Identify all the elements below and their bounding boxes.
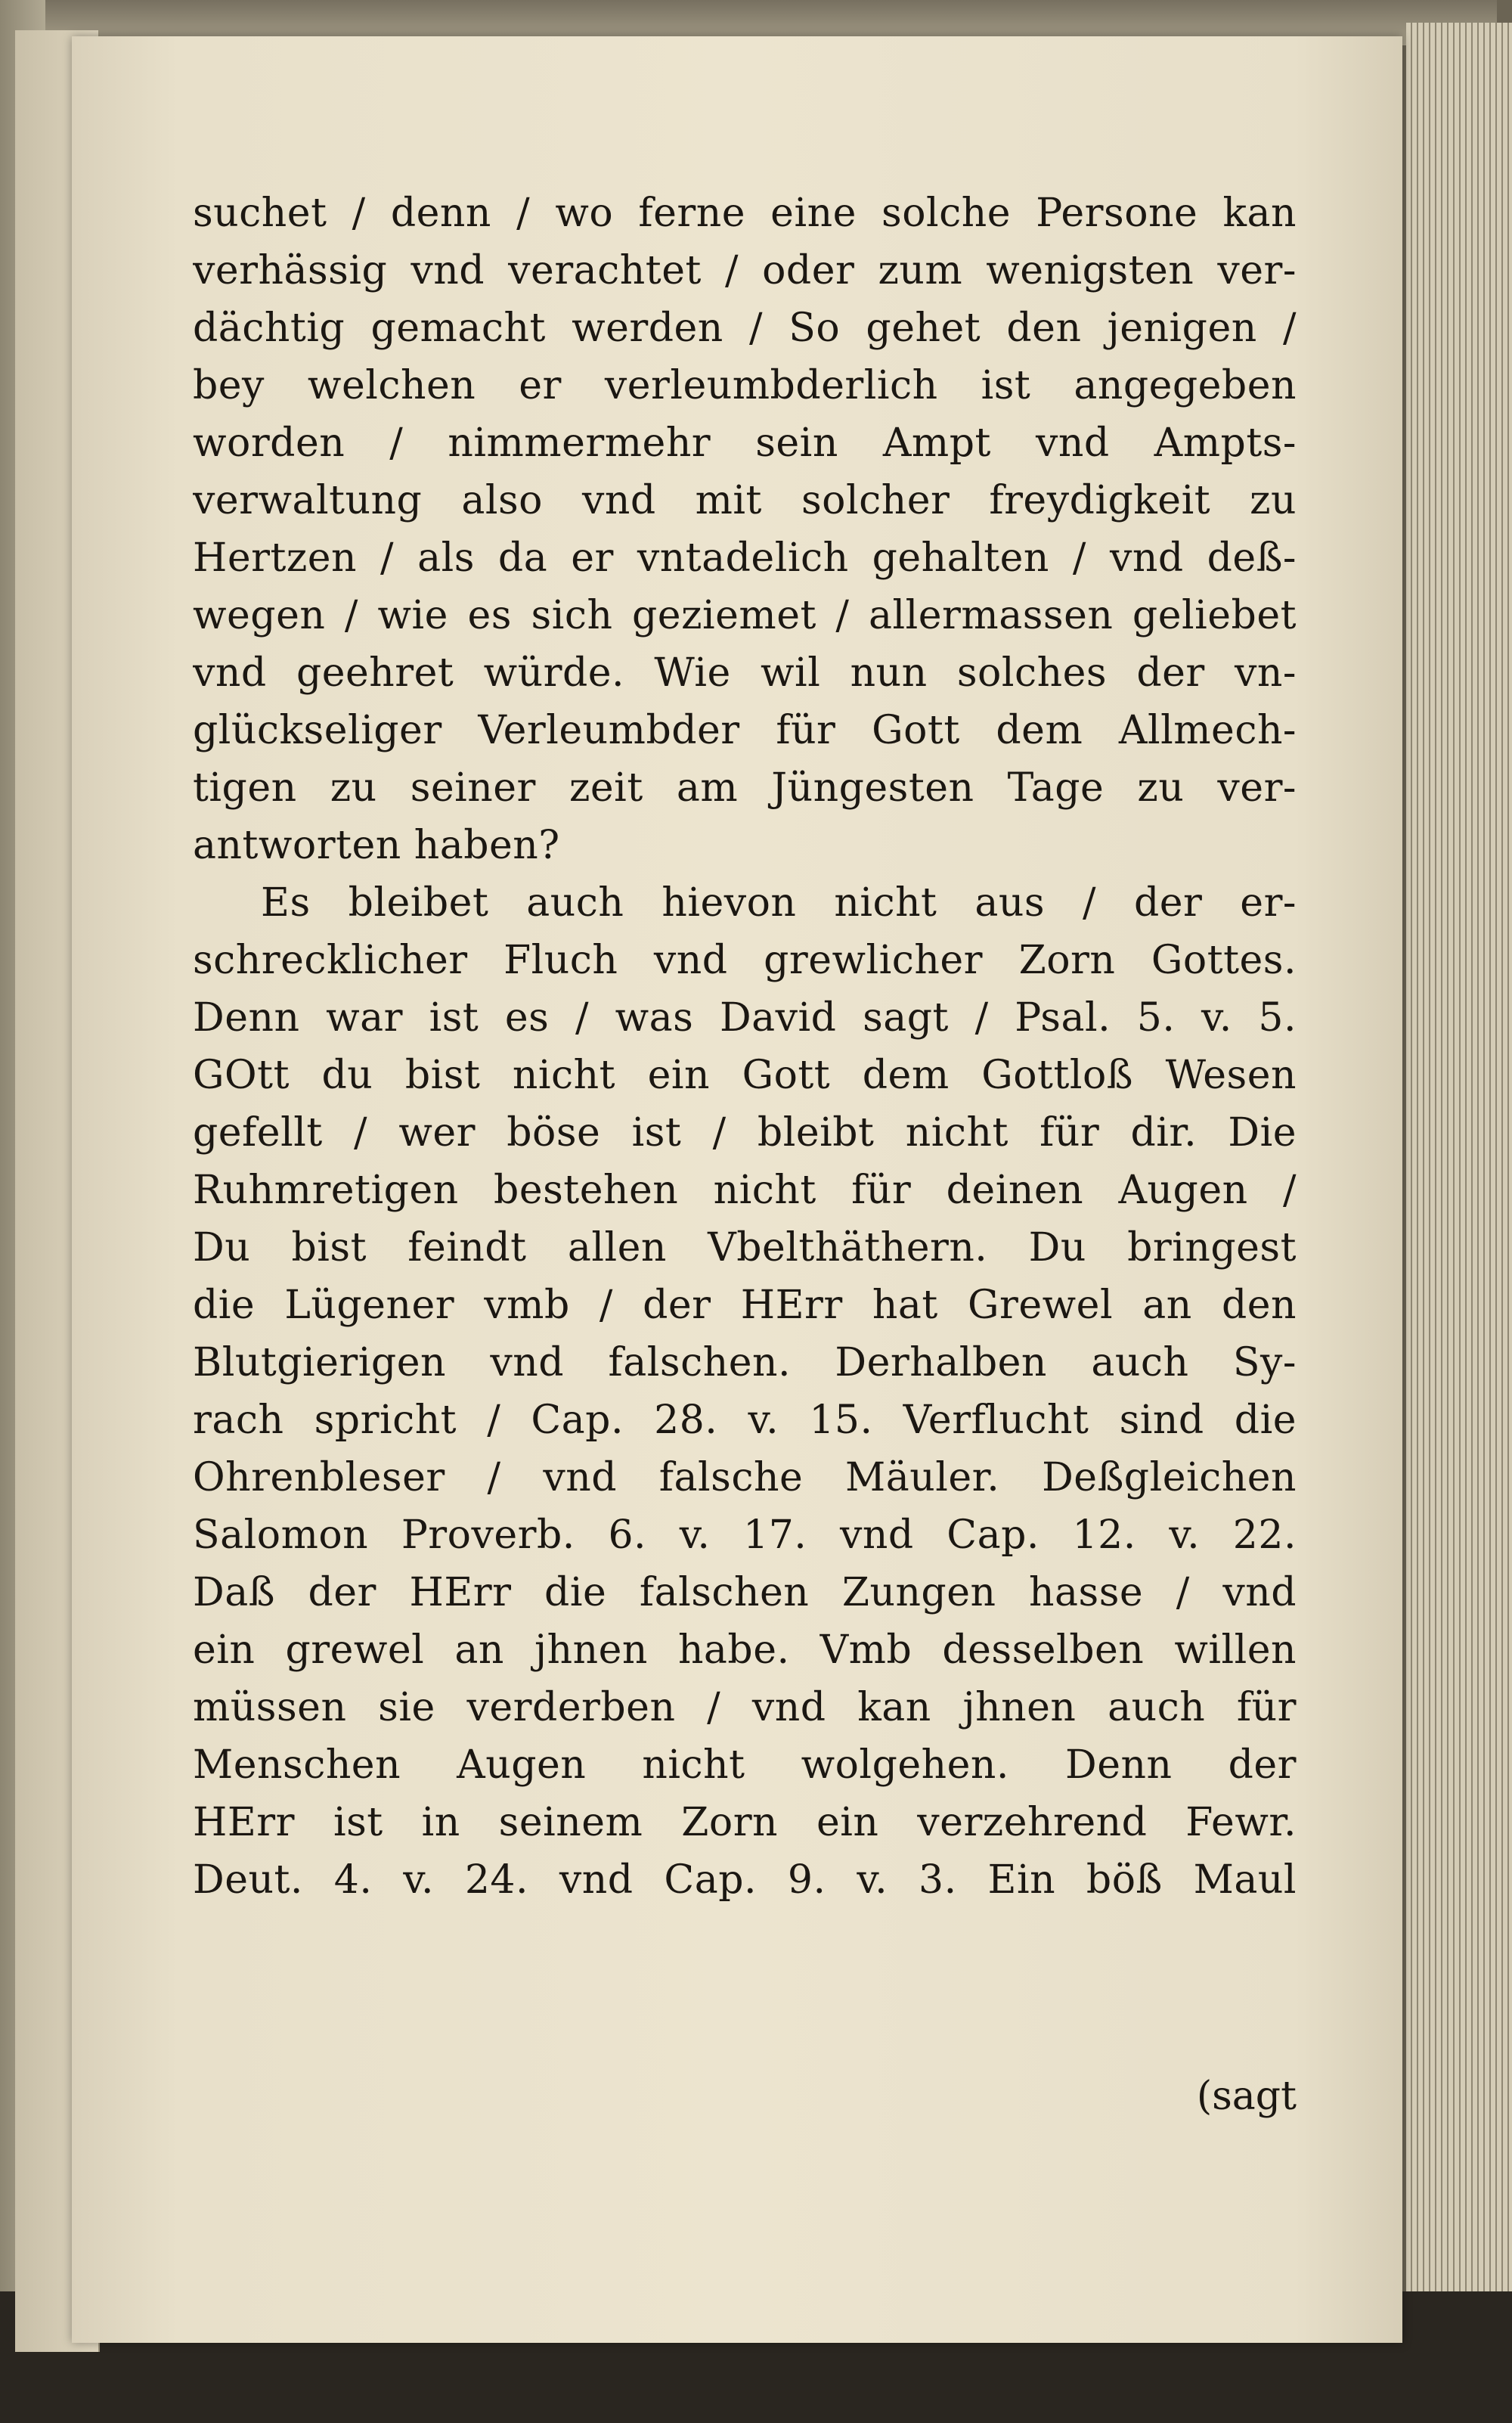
text-line-7: Hertzen / als da er vntadelich gehalten / vnd deß- [193,535,1297,581]
text-line-28: Menschen Augen nicht wolgehen. Denn der [193,1742,1297,1788]
text-line-15: Denn war ist es / was David sagt / Psal. 5. v. 5. [193,995,1297,1041]
text-line-1: suchet / denn / wo ferne eine solche Persone kan [193,191,1297,236]
text-line-17: gefellt / wer böse ist / bleibt nicht für dir. Die [193,1110,1297,1156]
text-line-10: glückseliger Verleumbder für Gott dem Allmech- [193,708,1297,753]
text-line-2: verhässig vnd verachtet / oder zum wenigsten ver- [193,248,1297,293]
text-line-23: Ohrenbleser / vnd falsche Mäuler. Deßgleichen [193,1455,1297,1500]
text-line-4: bey welchen er verleumbderlich ist angegeben [193,363,1297,408]
text-line-16: GOtt du bist nicht ein Gott dem Gottloß Wesen [193,1053,1297,1098]
text-line-27: müssen sie verderben / vnd kan jhnen auch für [193,1685,1297,1730]
text-line-20: die Lügener vmb / der HErr hat Grewel an den [193,1283,1297,1328]
text-line-12: antworten haben? [193,823,560,868]
text-line-14: schrecklicher Fluch vnd grewlicher Zorn Gottes. [193,938,1297,983]
text-line-30: Deut. 4. v. 24. vnd Cap. 9. v. 3. Ein böß Maul [193,1857,1297,1903]
text-line-25: Daß der HErr die falschen Zungen hasse / vnd [193,1570,1297,1615]
text-line-11: tigen zu seiner zeit am Jüngesten Tage zu ver- [193,765,1297,811]
text-line-26: ein grewel an jhnen habe. Vmb desselben willen [193,1627,1297,1673]
text-line-18: Ruhmretigen bestehen nicht für deinen Augen / [193,1168,1297,1213]
text-line-9: vnd geehret würde. Wie wil nun solches der vn- [193,650,1297,696]
text-line-19: Du bist feindt allen Vbelthäthern. Du bringest [193,1225,1297,1270]
text-line-24: Salomon Proverb. 6. v. 17. vnd Cap. 12. v. 22. [193,1512,1297,1558]
text-line-6: verwaltung also vnd mit solcher freydigkeit zu [193,478,1297,523]
page-text [193,185,1297,1909]
text-line-13: Es bleibet auch hievon nicht aus / der er- [261,880,1297,926]
text-line-8: wegen / wie es sich geziemet / allermassen geliebet [193,593,1297,638]
book-page [72,36,1402,2343]
catchword: (sagt [1196,2074,1297,2119]
page-edges-right [1406,23,1512,2367]
text-line-21: Blutgierigen vnd falschen. Derhalben auch Sy- [193,1340,1297,1385]
text-line-3: dächtig gemacht werden / So gehet den jenigen / [193,306,1297,351]
text-line-5: worden / nimmermehr sein Ampt vnd Ampts- [193,420,1297,466]
text-line-22: rach spricht / Cap. 28. v. 15. Verflucht sind die [193,1398,1297,1443]
text-line-29: HErr ist in seinem Zorn ein verzehrend Fewr. [193,1800,1297,1845]
